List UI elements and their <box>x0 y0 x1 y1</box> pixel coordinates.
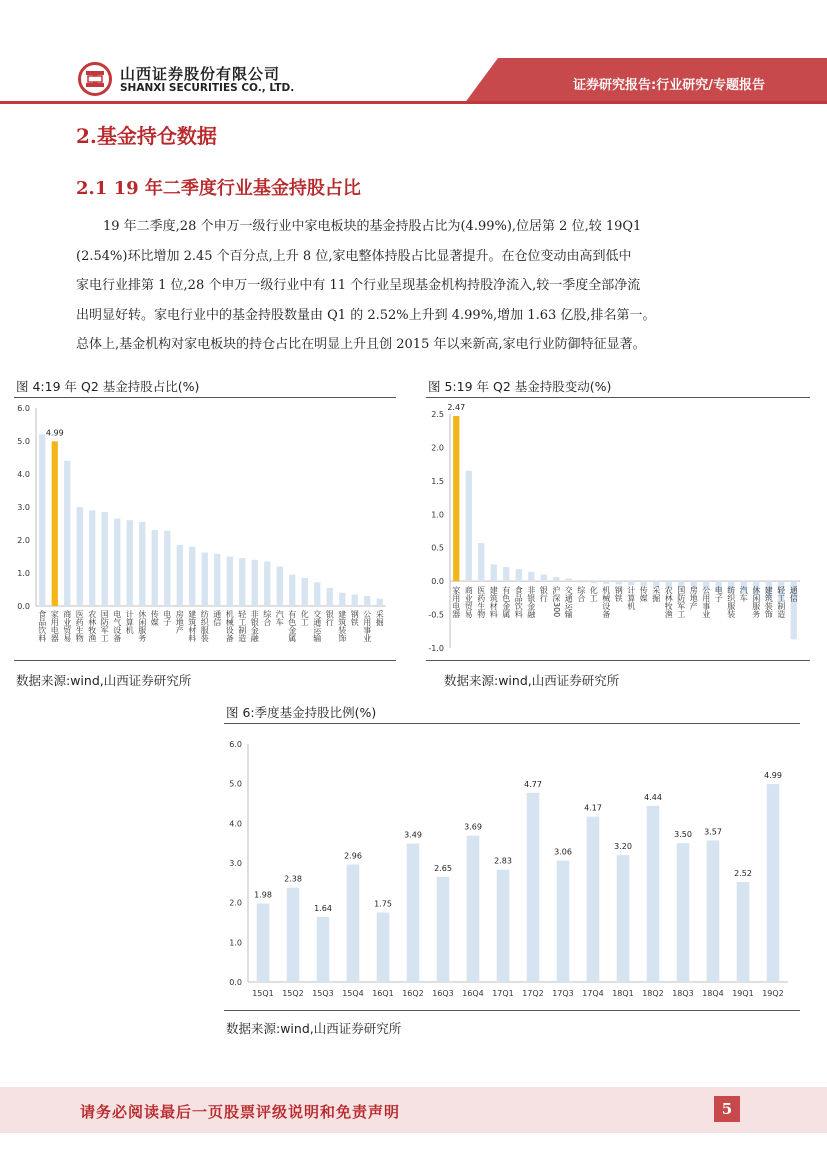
fig6-data-label: 4.77 <box>524 779 542 789</box>
fig4-bar <box>327 588 333 606</box>
fig4-category-label: 房地产 <box>175 610 185 634</box>
fig4-bar <box>214 554 220 606</box>
fig4-category-label: 农林牧渔 <box>87 610 97 642</box>
report-type: 证券研究报告:行业研究/专题报告 <box>573 78 765 93</box>
fig6-category-label: 17Q2 <box>522 989 544 998</box>
page-number: 5 <box>714 1096 740 1122</box>
fig4-bar <box>39 434 45 606</box>
fig5-bottom-rule <box>426 660 810 661</box>
fig5-category-label: 钢铁 <box>614 586 624 602</box>
fig4-category-label: 传媒 <box>150 610 160 626</box>
fig5-category-label: 交通运输 <box>564 586 574 618</box>
fig6-data-label: 1.64 <box>314 903 332 913</box>
fig4-category-label: 非银金融 <box>250 610 260 642</box>
fig5-category-label: 综合 <box>576 586 586 602</box>
fig6-data-label: 3.49 <box>404 830 422 840</box>
fig6-title-rule <box>224 723 800 724</box>
fig6-data-label: 2.83 <box>494 856 512 866</box>
fig4-category-label: 家用电器 <box>50 610 60 642</box>
fig5-category-label: 通信 <box>789 586 799 602</box>
fig4-bar <box>64 461 70 606</box>
fig4-bar <box>239 558 245 606</box>
fig4-category-label: 轻工制造 <box>237 610 247 642</box>
fig5-title: 图 5:19 年 Q2 基金持股变动(%) <box>428 379 612 394</box>
company-logo-icon <box>78 62 112 96</box>
fig4-bar <box>314 582 320 606</box>
fig6-bar <box>557 861 570 982</box>
fig5-ytick-label: 0.5 <box>431 543 444 553</box>
fig4-category-label: 采掘 <box>375 610 385 626</box>
fig5-bar <box>603 581 609 584</box>
fig4-bar <box>89 510 95 606</box>
fig6-data-label: 3.57 <box>704 827 722 837</box>
fig6-category-label: 18Q4 <box>702 989 724 998</box>
fig6-chart <box>222 728 800 1008</box>
fig5-category-label: 非银金融 <box>526 586 536 618</box>
fig5-category-label: 电子 <box>714 586 724 602</box>
company-name-en: SHANXI SECURITIES CO., LTD. <box>120 82 295 94</box>
fig5-ytick-label: 2.5 <box>431 410 444 419</box>
paragraph-line: 总体上,基金机构对家电板块的持仓占比在明显上升且创 2015 年以来新高,家电行业防御特征显著。 <box>76 337 646 352</box>
paragraph-line: (2.54%)环比增加 2.45 个百分点,上升 8 位,家电整体持股占比显著提升。在仓位变动由高到低中 <box>76 248 632 264</box>
fig4-bar <box>189 547 195 606</box>
fig4-title: 图 4:19 年 Q2 基金持股占比(%) <box>16 379 200 394</box>
fig5-bar <box>503 567 509 581</box>
fig5-category-label: 商业贸易 <box>464 586 474 618</box>
fig5-ytick-label: -0.5 <box>428 610 444 620</box>
fig6-bar <box>647 806 660 982</box>
fig4-ytick-label: 5.0 <box>17 437 30 446</box>
fig5-title-rule <box>426 397 810 398</box>
fig5-ytick-label: 0.0 <box>431 577 444 587</box>
subsection-title: 2.1 19 年二季度行业基金持股占比 <box>76 178 361 199</box>
fig6-bar <box>497 870 510 982</box>
header-rule <box>0 101 827 104</box>
fig4-category-label: 公用事业 <box>362 610 372 642</box>
fig5-category-label: 轻工制造 <box>776 586 786 618</box>
fig5-category-label: 银行 <box>539 586 549 602</box>
fig6-bar <box>257 903 270 982</box>
fig6-category-label: 19Q1 <box>732 989 754 998</box>
fig5-category-label: 国防军工 <box>676 586 686 618</box>
fig4-bar <box>177 545 183 606</box>
fig6-bar <box>467 836 480 982</box>
fig5-bar <box>491 564 497 581</box>
fig5-bar <box>516 569 522 581</box>
fig6-data-label: 2.65 <box>434 863 452 873</box>
fig4-ytick-label: 0.0 <box>17 602 30 611</box>
fig6-data-label: 2.38 <box>284 874 302 884</box>
fig6-bar <box>287 888 300 982</box>
fig4-bar <box>127 520 133 606</box>
fig6-category-label: 16Q1 <box>372 989 394 998</box>
fig6-data-label: 4.99 <box>764 771 782 781</box>
fig5-bar <box>616 581 622 584</box>
fig4-category-label: 建筑装饰 <box>337 610 347 642</box>
fig5-source: 数据来源:wind,山西证券研究所 <box>444 673 620 688</box>
fig5-ytick-label: 2.0 <box>431 443 444 453</box>
fig6-bar <box>377 913 390 982</box>
fig4-category-label: 纺织服装 <box>200 610 210 642</box>
fig5-bar <box>466 471 472 581</box>
fig4-title-rule <box>14 397 396 398</box>
fig4-source: 数据来源:wind,山西证券研究所 <box>16 673 192 688</box>
footer-disclaimer[interactable]: 请务必阅读最后一页股票评级说明和免责声明 <box>80 1103 401 1121</box>
fig4-category-label: 有色金属 <box>287 610 297 642</box>
fig6-data-label: 3.50 <box>674 830 692 840</box>
fig6-bar <box>677 843 690 982</box>
fig5-ytick-label: 1.0 <box>431 510 444 520</box>
fig5-category-label: 建筑材料 <box>489 586 499 618</box>
fig6-ytick-label: 3.0 <box>229 859 242 868</box>
fig5-category-label: 机械设备 <box>601 586 611 618</box>
fig4-bar <box>202 553 208 606</box>
fig6-bar <box>767 784 780 982</box>
fig4-category-label: 食品饮料 <box>37 610 47 642</box>
fig6-bar <box>707 840 720 982</box>
paragraph-line: 出明显好转。家电行业中的基金持股数量由 Q1 的 2.52%上升到 4.99%,增加 1.63 亿股,排名第一。 <box>76 307 656 323</box>
fig6-data-label: 2.96 <box>344 851 362 861</box>
fig5-bar <box>453 416 459 581</box>
fig4-bar <box>352 594 358 606</box>
fig5-category-label: 家用电器 <box>451 586 461 618</box>
fig4-bar <box>77 507 83 606</box>
fig6-bar <box>317 917 330 982</box>
fig6-category-label: 17Q4 <box>582 989 604 998</box>
fig5-bar <box>478 543 484 581</box>
fig5-category-label: 休闲服务 <box>751 586 761 618</box>
company-name-cn: 山西证券股份有限公司 <box>120 65 281 83</box>
fig4-bar <box>114 519 120 606</box>
fig4-category-label: 医药生物 <box>75 610 85 642</box>
fig4-bar <box>264 561 270 606</box>
fig6-bar <box>437 877 450 982</box>
fig6-bar <box>527 793 540 982</box>
fig4-bar <box>227 557 233 607</box>
fig6-data-label: 3.69 <box>464 822 482 832</box>
fig4-bar <box>139 522 145 606</box>
fig4-category-label: 电子 <box>162 610 172 626</box>
fig6-bar <box>347 865 360 982</box>
fig6-category-label: 18Q1 <box>612 989 634 998</box>
fig6-ytick-label: 1.0 <box>229 938 242 948</box>
fig5-bar <box>528 572 534 581</box>
fig4-category-label: 银行 <box>325 610 335 626</box>
fig5-category-label: 公用事业 <box>701 586 711 618</box>
fig4-bar <box>364 596 370 606</box>
fig4-data-label: 4.99 <box>45 428 64 438</box>
fig4-category-label: 建筑材料 <box>187 610 197 642</box>
fig6-ytick-label: 6.0 <box>229 740 242 749</box>
fig5-category-label: 农林牧渔 <box>664 586 674 618</box>
fig6-data-label: 4.44 <box>644 792 662 802</box>
fig4-category-label: 交通运输 <box>312 610 322 642</box>
fig4-ytick-label: 2.0 <box>17 536 30 545</box>
fig5-category-label: 计算机 <box>626 586 636 610</box>
fig5-category-label: 化工 <box>589 586 599 602</box>
fig4-bar <box>277 566 283 606</box>
fig6-ytick-label: 0.0 <box>229 978 242 987</box>
fig5-category-label: 纺织服装 <box>726 586 736 618</box>
fig5-ytick-label: 1.5 <box>431 476 444 486</box>
fig6-data-label: 3.20 <box>614 842 632 852</box>
fig5-data-label: 2.47 <box>447 403 466 413</box>
fig6-category-label: 18Q3 <box>672 989 694 998</box>
fig6-data-label: 1.75 <box>374 899 392 909</box>
fig5-category-label: 食品饮料 <box>514 586 524 618</box>
fig4-category-label: 休闲服务 <box>137 610 147 642</box>
fig4-category-label: 国防军工 <box>100 610 110 642</box>
fig5-category-label: 医药生物 <box>476 586 486 618</box>
fig4-bar <box>377 599 383 606</box>
fig4-category-label: 钢铁 <box>350 610 360 626</box>
fig6-category-label: 16Q2 <box>402 989 424 998</box>
fig6-category-label: 16Q3 <box>432 989 454 998</box>
fig4-bar <box>302 578 308 606</box>
fig6-ytick-label: 5.0 <box>229 779 242 789</box>
fig6-bottom-rule <box>224 1010 800 1011</box>
fig6-ytick-label: 2.0 <box>229 898 242 908</box>
fig5-ytick-label: -1.0 <box>428 644 444 653</box>
fig4-category-label: 汽车 <box>275 610 285 626</box>
fig6-bar <box>737 882 750 982</box>
fig4-ytick-label: 4.0 <box>17 470 30 479</box>
fig5-bar <box>553 577 559 581</box>
fig4-bar <box>152 530 158 606</box>
fig6-data-label: 3.06 <box>554 847 572 857</box>
fig5-category-label: 建筑装饰 <box>764 586 774 618</box>
fig6-category-label: 15Q2 <box>282 989 304 998</box>
fig4-bar <box>102 512 108 606</box>
paragraph-line: 19 年二季度,28 个申万一级行业中家电板块的基金持股占比为(4.99%),位居第 2 位,较 19Q1 <box>103 219 642 234</box>
fig4-bar <box>289 575 295 606</box>
fig4-category-label: 计算机 <box>125 610 135 634</box>
fig5-category-label: 沪深300 <box>551 586 561 618</box>
fig4-ytick-label: 6.0 <box>17 404 30 413</box>
fig4-category-label: 商业贸易 <box>62 610 72 642</box>
fig5-bar <box>566 578 572 581</box>
fig6-category-label: 18Q2 <box>642 989 664 998</box>
fig5-bar <box>541 574 547 581</box>
fig4-bar <box>52 441 58 606</box>
fig5-bar <box>591 581 597 583</box>
fig4-category-label: 电气设备 <box>112 610 122 642</box>
fig5-category-label: 房地产 <box>689 586 699 610</box>
fig4-category-label: 通信 <box>212 610 222 626</box>
fig4-chart <box>10 400 396 658</box>
fig4-bar <box>252 560 258 606</box>
fig4-ytick-label: 3.0 <box>17 503 30 512</box>
fig6-category-label: 15Q3 <box>312 989 334 998</box>
fig6-data-label: 1.98 <box>254 890 272 900</box>
fig6-category-label: 17Q1 <box>492 989 514 998</box>
fig5-bar <box>628 581 634 585</box>
fig6-bar <box>407 844 420 982</box>
fig4-bar <box>339 593 345 606</box>
fig6-data-label: 4.17 <box>584 803 602 813</box>
fig6-data-label: 2.52 <box>734 869 752 879</box>
fig5-category-label: 采掘 <box>651 586 661 602</box>
fig6-category-label: 15Q1 <box>252 989 274 998</box>
fig4-ytick-label: 1.0 <box>17 569 30 578</box>
fig6-title: 图 6:季度基金持股比例(%) <box>226 705 377 720</box>
fig6-source: 数据来源:wind,山西证券研究所 <box>226 1021 402 1036</box>
fig5-category-label: 传媒 <box>639 586 649 602</box>
fig4-category-label: 综合 <box>262 610 272 626</box>
fig6-bar <box>617 855 630 982</box>
fig5-category-label: 有色金属 <box>501 586 511 618</box>
fig6-category-label: 16Q4 <box>462 989 484 998</box>
fig6-category-label: 15Q4 <box>342 989 364 998</box>
fig6-category-label: 19Q2 <box>762 989 784 998</box>
fig6-bar <box>587 817 600 982</box>
fig4-category-label: 化工 <box>300 610 310 626</box>
fig6-ytick-label: 4.0 <box>229 819 242 829</box>
body-paragraph <box>76 212 716 360</box>
fig4-bar <box>164 531 170 606</box>
fig6-category-label: 17Q3 <box>552 989 574 998</box>
fig5-chart <box>420 400 812 658</box>
fig5-category-label: 汽车 <box>739 586 749 602</box>
fig5-bar <box>578 581 584 582</box>
section-title: 2.基金持仓数据 <box>76 124 217 148</box>
fig4-bottom-rule <box>14 660 396 661</box>
fig4-category-label: 机械设备 <box>225 610 235 642</box>
paragraph-line: 家电行业排第 1 位,28 个申万一级行业中有 11 个行业呈现基金机构持股净流入,较一季度全部净流 <box>76 278 641 293</box>
